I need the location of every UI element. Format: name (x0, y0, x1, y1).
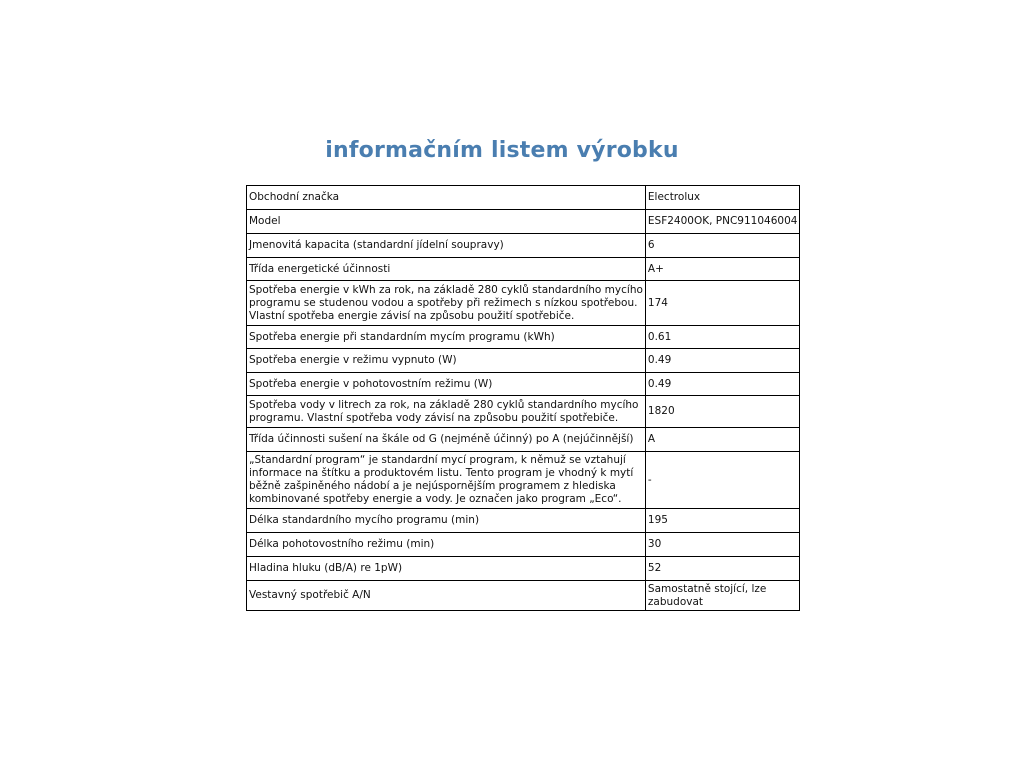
label-line: Spotřeba vody v litrech za rok, na základě 280 cyklů standardního mycího (249, 398, 639, 411)
label-line: Model (249, 215, 281, 227)
table-row (247, 373, 800, 396)
value-line: 6 (647, 239, 655, 251)
row-label (247, 581, 646, 611)
value-line: Samostatně stojící, lze (647, 582, 767, 595)
label-line: Spotřeba energie v pohotovostním režimu (W) (249, 377, 493, 390)
label-line: Spotřeba energie při standardním mycím programu (kWh) (249, 330, 555, 343)
value-line: 0.49 (647, 377, 672, 390)
table-row (247, 281, 800, 326)
product-info-table (246, 185, 800, 611)
row-value (645, 186, 800, 210)
label-line: běžně zašpiněného nádobí a je nejúspornějším programem z hlediska (249, 480, 616, 492)
table-row (247, 349, 800, 373)
row-label (247, 428, 646, 452)
label-line: Délka pohotovostního režimu (min) (249, 538, 435, 550)
label-line: kombinované spotřeby energie a vody. Je označen jako program „Eco“. (249, 493, 622, 505)
table-row (247, 533, 800, 557)
value-line: A+ (647, 262, 664, 275)
label-line: Spotřeba energie v kWh za rok, na základě 280 cyklů standardního mycího (249, 283, 643, 296)
row-value (645, 258, 800, 281)
row-value (645, 396, 800, 428)
row-value (645, 509, 800, 533)
row-label (247, 186, 646, 210)
label-line: Vestavný spotřebič A/N (249, 589, 371, 601)
table-row (247, 581, 800, 611)
row-value (645, 349, 800, 373)
table-row (247, 509, 800, 533)
value-line: 30 (647, 538, 662, 550)
row-value (645, 533, 800, 557)
value-line: Electrolux (647, 191, 701, 203)
label-line: Třída účinnosti sušení na škále od G (nejméně účinný) po A (nejúčinnější) (249, 433, 634, 445)
value-line: ESF2400OK, PNC911046004 (647, 215, 798, 227)
table-row (247, 326, 800, 349)
value-line: - (647, 473, 652, 486)
label-line: Jmenovitá kapacita (standardní jídelní soupravy) (249, 239, 504, 251)
row-label (247, 349, 646, 373)
row-value (645, 557, 800, 581)
value-line: zabudovat (647, 595, 704, 608)
label-line: „Standardní program“ je standardní mycí program, k němuž se vztahují (249, 454, 626, 466)
row-label (247, 533, 646, 557)
label-line: programu se studenou vodou a spotřeby při režimech s nízkou spotřebou. (249, 296, 638, 309)
table-row (247, 258, 800, 281)
row-value (645, 452, 800, 509)
row-value (645, 373, 800, 396)
label-line: Délka standardního mycího programu (min) (249, 514, 480, 526)
row-value (645, 428, 800, 452)
label-line: Hladina hluku (dB/A) re 1pW) (249, 562, 403, 574)
label-line: programu. Vlastní spotřeba vody závisí na způsobu použití spotřebiče. (249, 411, 619, 424)
row-label (247, 452, 646, 509)
table-row (247, 428, 800, 452)
row-label (247, 557, 646, 581)
value-line: 174 (647, 296, 668, 309)
label-line: Vlastní spotřeba energie závisí na způsobu použití spotřebiče. (249, 309, 575, 322)
value-line: 52 (647, 562, 662, 574)
label-line: Třída energetické účinnosti (249, 262, 391, 275)
row-value (645, 581, 800, 611)
row-label (247, 281, 646, 326)
row-value (645, 326, 800, 349)
table-row (247, 186, 800, 210)
row-label (247, 258, 646, 281)
table-row (247, 557, 800, 581)
row-label (247, 210, 646, 234)
row-label (247, 234, 646, 258)
row-label (247, 396, 646, 428)
row-label (247, 509, 646, 533)
row-value (645, 281, 800, 326)
row-label (247, 326, 646, 349)
row-label (247, 373, 646, 396)
row-value (645, 210, 800, 234)
value-line: A (647, 433, 656, 445)
row-value (645, 234, 800, 258)
label-line: Obchodní značka (249, 191, 340, 203)
value-line: 0.49 (647, 354, 672, 366)
value-line: 1820 (647, 405, 675, 417)
table-row (247, 396, 800, 428)
table-row (247, 210, 800, 234)
table-row (247, 234, 800, 258)
value-line: 0.61 (647, 330, 672, 343)
value-line: 195 (647, 514, 668, 526)
label-line: Spotřeba energie v režimu vypnuto (W) (249, 354, 457, 366)
page-title: informačním listem výrobku (325, 138, 679, 163)
table-row (247, 452, 800, 509)
label-line: informace na štítku a produktovém listu. Tento program je vhodný k mytí (249, 467, 634, 479)
